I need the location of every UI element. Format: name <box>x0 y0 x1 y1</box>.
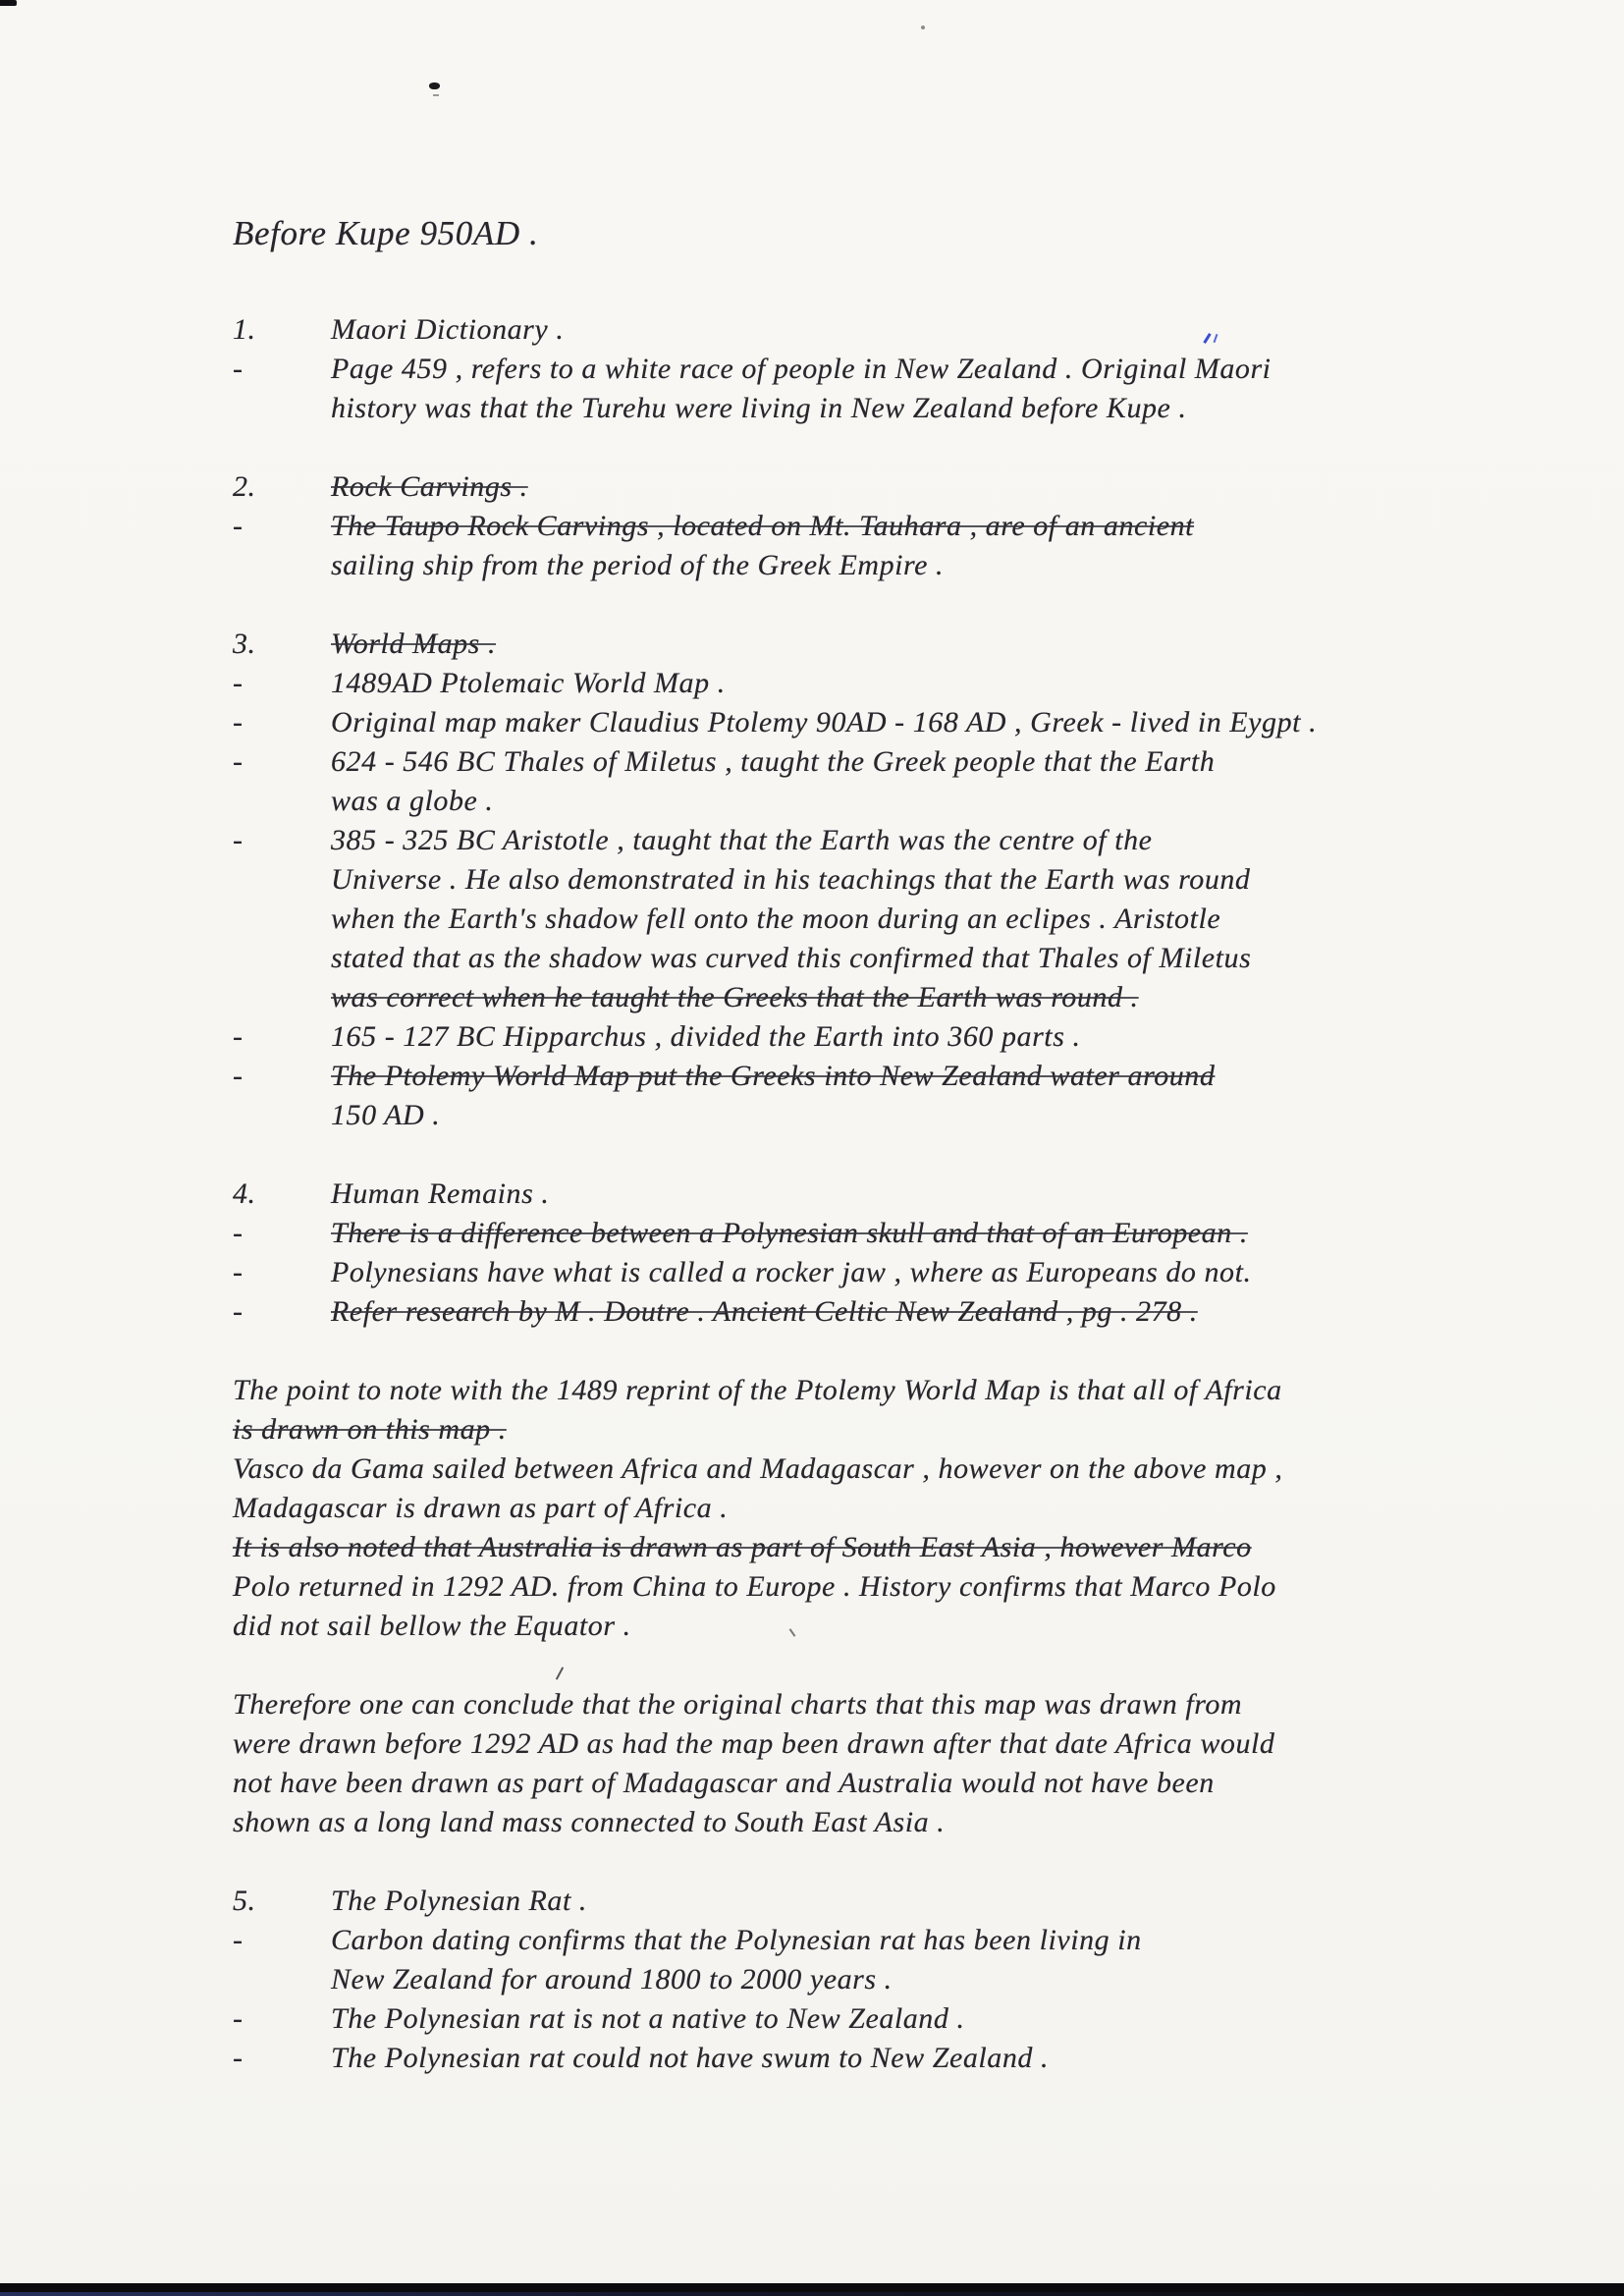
paragraph-line: Therefore one can conclude that the original charts that this map was drawn from <box>233 1688 1243 1721</box>
paragraph-line: did not sail bellow the Equator . <box>233 1610 631 1642</box>
list-text: when the Earth's shadow fell onto the moon during an eclipes . Aristotle <box>331 902 1221 935</box>
list-row <box>233 1017 1536 1057</box>
list-marker <box>233 939 331 978</box>
list-row <box>233 1214 1536 1253</box>
list-text: There is a difference between a Polynesian skull and that of an European . <box>331 1217 1248 1249</box>
paragraph-line: It is also noted that Australia is drawn as part of South East Asia , however Marco <box>233 1531 1252 1563</box>
list-marker: - <box>233 2042 244 2074</box>
list-text: The Polynesian rat is not a native to New Zealand . <box>331 2002 965 2035</box>
list-text: Carbon dating confirms that the Polynesian rat has been living in <box>331 1924 1142 1956</box>
list-marker <box>233 978 331 1017</box>
list-marker: - <box>233 1020 244 1053</box>
bottom-scan-band <box>0 2283 1624 2296</box>
list-marker <box>233 782 331 821</box>
list-text: sailing ship from the period of the Greek Empire . <box>331 549 945 581</box>
paragraph-ptolemy-map <box>233 1371 1536 1646</box>
list-marker: - <box>233 1256 244 1288</box>
list-text: 1489AD Ptolemaic World Map . <box>331 667 726 699</box>
section-heading-row <box>233 625 1536 664</box>
list-row <box>233 1057 1536 1096</box>
list-row <box>233 1960 1536 1999</box>
list-row <box>233 350 1536 389</box>
list-row <box>233 389 1536 428</box>
list-text: was a globe . <box>331 785 494 817</box>
section-polynesian-rat <box>233 1882 1536 2078</box>
scan-speck <box>921 26 925 29</box>
paragraph-line: not have been drawn as part of Madagascar and Australia would not have been <box>233 1767 1215 1799</box>
list-marker <box>233 1096 331 1135</box>
list-text: was correct when he taught the Greeks that the Earth was round . <box>331 981 1139 1013</box>
section-heading: Maori Dictionary . <box>331 313 565 346</box>
list-marker: - <box>233 510 244 542</box>
section-heading-row <box>233 467 1536 507</box>
paragraph-line: Madagascar is drawn as part of Africa . <box>233 1492 729 1524</box>
list-text: The Taupo Rock Carvings , located on Mt. Tauhara , are of an ancient <box>331 510 1195 542</box>
list-marker: - <box>233 2002 244 2035</box>
list-marker: - <box>233 706 244 738</box>
list-row <box>233 2039 1536 2078</box>
list-text: 165 - 127 BC Hipparchus , divided the Earth into 360 parts . <box>331 1020 1081 1053</box>
list-text: The Polynesian rat could not have swum to New Zealand . <box>331 2042 1050 2074</box>
list-marker: - <box>233 824 244 856</box>
list-marker <box>233 900 331 939</box>
list-row <box>233 821 1536 860</box>
section-heading: Human Remains . <box>331 1177 550 1210</box>
list-row <box>233 507 1536 546</box>
section-heading: Rock Carvings . <box>331 470 528 503</box>
paragraph-conclusion <box>233 1685 1536 1842</box>
list-row <box>233 1999 1536 2039</box>
list-marker <box>233 860 331 900</box>
list-marker <box>233 1960 331 1999</box>
scan-ink-dot-tail <box>433 94 439 96</box>
list-marker: - <box>233 1217 244 1249</box>
list-marker: - <box>233 1924 244 1956</box>
document-title: Before Kupe 950AD . <box>233 214 539 252</box>
list-row <box>233 939 1536 978</box>
section-world-maps <box>233 625 1536 1135</box>
section-heading-row <box>233 310 1536 350</box>
list-row <box>233 782 1536 821</box>
section-number: 1. <box>233 313 256 346</box>
list-row <box>233 546 1536 585</box>
list-text: Page 459 , refers to a white race of people in New Zealand . Original Maori <box>331 353 1272 385</box>
list-marker: - <box>233 1295 244 1328</box>
list-text: 150 AD . <box>331 1099 441 1131</box>
section-number: 2. <box>233 470 256 503</box>
section-number: 5. <box>233 1885 256 1917</box>
paragraph-line: shown as a long land mass connected to South East Asia . <box>233 1806 946 1838</box>
list-row <box>233 1292 1536 1332</box>
section-heading: World Maps . <box>331 628 497 660</box>
list-text: The Ptolemy World Map put the Greeks into New Zealand water around <box>331 1060 1216 1092</box>
list-text: New Zealand for around 1800 to 2000 years . <box>331 1963 893 1995</box>
paragraph-line: Vasco da Gama sailed between Africa and Madagascar , however on the above map , <box>233 1452 1283 1485</box>
paragraph-line: Polo returned in 1292 AD. from China to Europe . History confirms that Marco Polo <box>233 1570 1276 1603</box>
list-text: Universe . He also demonstrated in his teachings that the Earth was round <box>331 863 1251 896</box>
list-text: 385 - 325 BC Aristotle , taught that the Earth was the centre of the <box>331 824 1153 856</box>
list-row <box>233 742 1536 782</box>
section-heading-row <box>233 1882 1536 1921</box>
section-heading-row <box>233 1175 1536 1214</box>
list-text: history was that the Turehu were living in New Zealand before Kupe . <box>331 392 1187 424</box>
list-text: stated that as the shadow was curved this confirmed that Thales of Miletus <box>331 942 1252 974</box>
section-rock-carvings <box>233 467 1536 585</box>
list-row <box>233 1921 1536 1960</box>
list-marker: - <box>233 667 244 699</box>
scan-corner-mark <box>0 0 17 6</box>
list-row <box>233 703 1536 742</box>
list-text: Original map maker Claudius Ptolemy 90AD - 168 AD , Greek - lived in Eygpt . <box>331 706 1318 738</box>
scan-ink-dot <box>429 82 440 89</box>
paragraph-line: is drawn on this map . <box>233 1413 507 1446</box>
list-text: Refer research by M . Doutre . Ancient Celtic New Zealand , pg . 278 . <box>331 1295 1198 1328</box>
list-row <box>233 900 1536 939</box>
section-heading: The Polynesian Rat . <box>331 1885 587 1917</box>
list-row <box>233 978 1536 1017</box>
list-row <box>233 664 1536 703</box>
paragraph-line: were drawn before 1292 AD as had the map been drawn after that date Africa would <box>233 1727 1275 1760</box>
list-marker: - <box>233 353 244 385</box>
list-marker: - <box>233 1060 244 1092</box>
list-row <box>233 860 1536 900</box>
section-human-remains <box>233 1175 1536 1332</box>
list-marker <box>233 389 331 428</box>
list-row <box>233 1253 1536 1292</box>
list-row <box>233 1096 1536 1135</box>
list-marker: - <box>233 745 244 778</box>
section-number: 4. <box>233 1177 256 1210</box>
list-marker <box>233 546 331 585</box>
list-text: 624 - 546 BC Thales of Miletus , taught the Greek people that the Earth <box>331 745 1216 778</box>
paragraph-line: The point to note with the 1489 reprint of the Ptolemy World Map is that all of Africa <box>233 1374 1282 1406</box>
section-number: 3. <box>233 628 256 660</box>
list-text: Polynesians have what is called a rocker jaw , where as Europeans do not. <box>331 1256 1252 1288</box>
section-maori-dictionary <box>233 310 1536 428</box>
page-content <box>233 214 1536 2117</box>
